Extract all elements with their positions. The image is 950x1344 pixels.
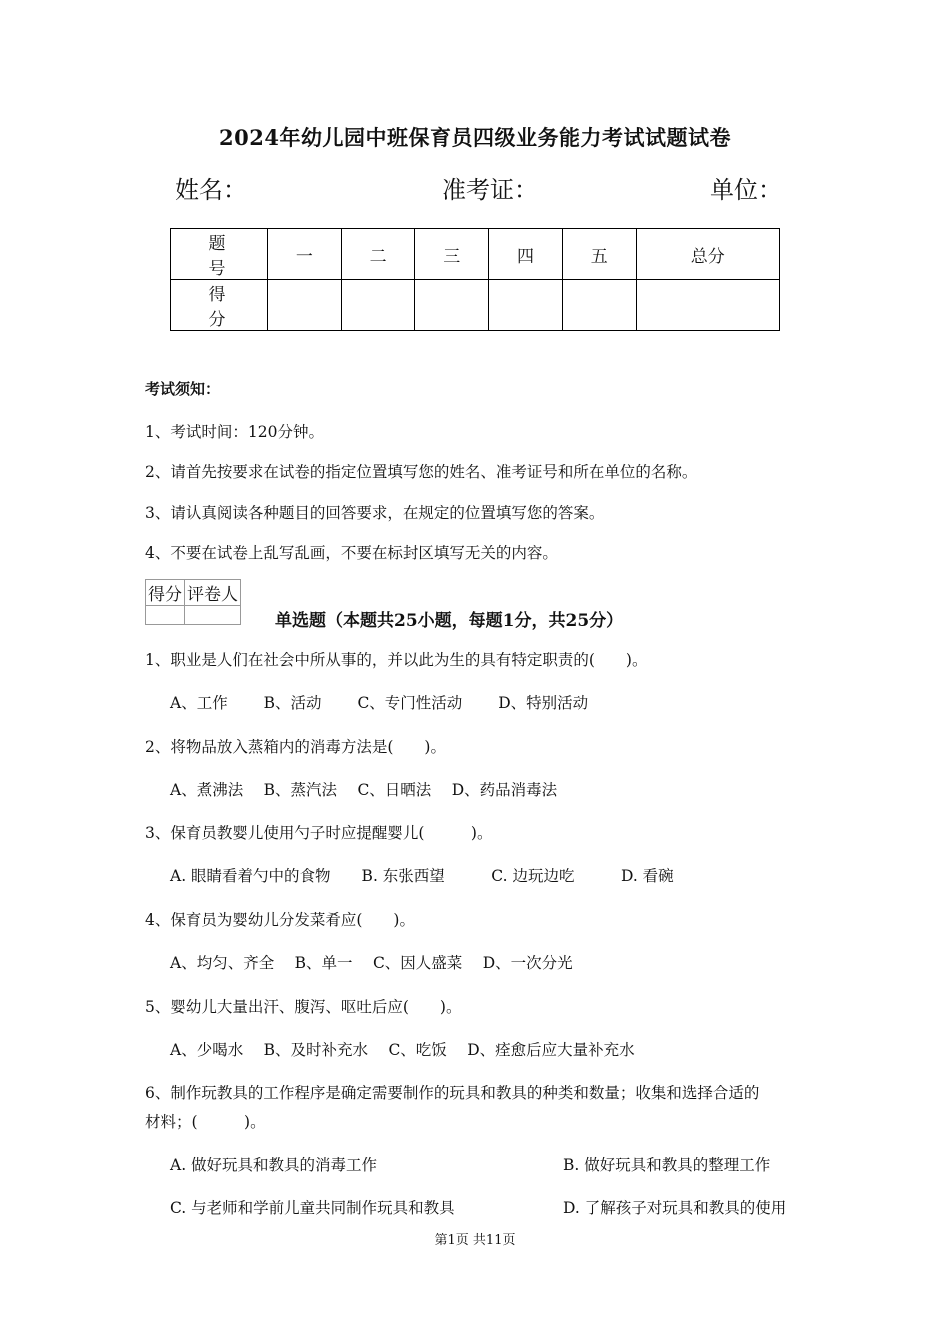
question-5: 5、婴幼儿大量出汗、腹泻、呕吐后应( )。 (145, 998, 462, 1016)
question-4-options: A、均匀、齐全 B、单一 C、因人盛菜 D、一次分光 (170, 954, 573, 972)
notice-item: 2、请首先按要求在试卷的指定位置填写您的姓名、准考证号和所在单位的名称。 (145, 463, 698, 481)
section-title: 单选题（本题共25小题，每题1分，共25分） (275, 611, 624, 631)
score-cell (268, 280, 342, 331)
section-5-header: 五 (562, 229, 636, 280)
notice-item: 4、不要在试卷上乱写乱画，不要在标封区填写无关的内容。 (145, 544, 558, 562)
score-cell (636, 280, 779, 331)
question-6: 6、制作玩教具的工作程序是确定需要制作的玩具和教具的种类和数量；收集和选择合适的 (145, 1084, 760, 1102)
question-2-options: A、煮沸法 B、蒸汽法 C、日晒法 D、药品消毒法 (170, 781, 558, 799)
grader-score-label: 得分 (146, 580, 185, 606)
unit-field-label: 单位： (710, 176, 782, 204)
score-cell (562, 280, 636, 331)
section-2-header: 二 (341, 229, 415, 280)
question-3: 3、保育员教婴儿使用勺子时应提醒婴儿( )。 (145, 824, 493, 842)
question-4: 4、保育员为婴幼儿分发菜肴应( )。 (145, 911, 415, 929)
question-5-options: A、少喝水 B、及时补充水 C、吃饭 D、痊愈后应大量补充水 (170, 1041, 635, 1059)
question-1-options: A、工作 B、活动 C、专门性活动 D、特别活动 (170, 694, 589, 712)
question-6-option-d: D. 了解孩子对玩具和教具的使用 (563, 1199, 787, 1217)
question-3-options: A. 眼睛看着勺中的食物 B. 东张西望 C. 边玩边吃 D. 看碗 (170, 867, 674, 885)
question-1: 1、职业是人们在社会中所从事的，并以此为生的具有特定职责的( )。 (145, 651, 648, 669)
question-2: 2、将物品放入蒸箱内的消毒方法是( )。 (145, 738, 446, 756)
score-cell (415, 280, 489, 331)
grader-reviewer-cell (185, 606, 241, 625)
grader-reviewer-label: 评卷人 (185, 580, 241, 606)
total-header: 总分 (636, 229, 779, 280)
grader-score-cell (146, 606, 185, 625)
question-6-option-b: B. 做好玩具和教具的整理工作 (563, 1156, 771, 1174)
page-footer: 第1页 共11页 (434, 1233, 516, 1248)
name-field-label: 姓名： (175, 176, 247, 204)
exam-title: 2024年幼儿园中班保育员四级业务能力考试试题试卷 (219, 125, 731, 150)
score-cell (341, 280, 415, 331)
section-3-header: 三 (415, 229, 489, 280)
score-label: 得 分 (171, 280, 268, 331)
score-value-row (171, 280, 780, 331)
section-4-header: 四 (489, 229, 563, 280)
score-header-row (171, 229, 780, 280)
section-1-header: 一 (268, 229, 342, 280)
notice-title: 考试须知： (145, 380, 221, 398)
ticket-field-label: 准考证： (442, 176, 538, 204)
question-6-continued: 材料；( )。 (145, 1113, 266, 1131)
question-6-option-a: A. 做好玩具和教具的消毒工作 (170, 1156, 378, 1174)
notice-item: 1、考试时间：120分钟。 (145, 423, 324, 441)
score-cell (489, 280, 563, 331)
question-6-option-c: C. 与老师和学前儿童共同制作玩具和教具 (170, 1199, 455, 1217)
score-table (170, 228, 780, 331)
question-number-label: 题 号 (171, 229, 268, 280)
grader-table (145, 579, 241, 625)
notice-item: 3、请认真阅读各种题目的回答要求，在规定的位置填写您的答案。 (145, 504, 605, 522)
